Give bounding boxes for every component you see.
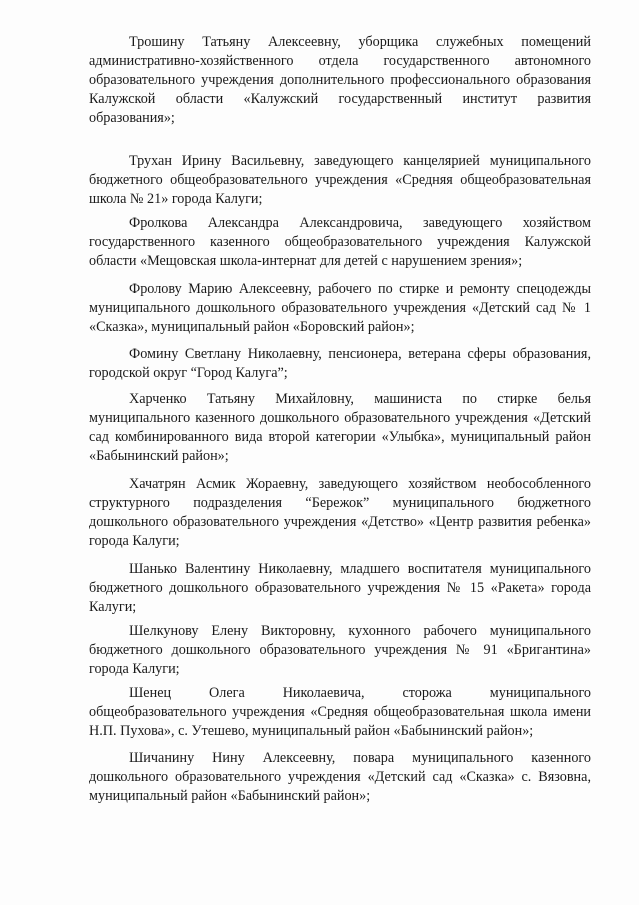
award-entry-frolova: Фролову Марию Алексеевну, рабочего по стирке и ремонту спецодежды муниципального дошкольного образовательного учреждения «Детский сад № 1 «Сказка», муниципальный район «Боровский район»; [89,281,591,335]
award-entry-shenets: Шенец Олега Николаевича, сторожа муниципального общеобразовательного учреждения «Средняя общеобразовательная школа имени Н.П. Пухова», с. Утешево, муниципальный район «Бабынинский район»; [89,685,591,739]
award-entry-khachatryan: Хачатрян Асмик Жораевну, заведующего хозяйством необособленного структурного подразделения “Бережок” муниципального бюджетного дошкольного образовательного учреждения «Детство» «Центр развития ребенка» города Калуги; [89,476,591,549]
award-entry-frolkov: Фролкова Александра Александровича, заведующего хозяйством государственного казенного общеобразовательного учреждения Калужской области «Мещовская школа-интернат для детей с нарушением зрения»; [89,215,591,269]
award-entry-shelkunova: Шелкунову Елену Викторовну, кухонного рабочего муниципального бюджетного дошкольного образовательного учреждения № 91 «Бригантина» города Калуги; [89,623,591,677]
award-entry-fomina: Фомину Светлану Николаевну, пенсионера, ветерана сферы образования, городской округ “Город Калуга”; [89,346,591,381]
award-entry-shanko: Шанько Валентину Николаевну, младшего воспитателя муниципального бюджетного дошкольного образовательного учреждения № 15 «Ракета» города Калуги; [89,561,591,615]
award-entry-kharchenko: Харченко Татьяну Михайловну, машиниста по стирке белья муниципального казенного дошкольного образовательного учреждения «Детский сад комбинированного вида второй категории «Улыбка», муниципальный район «Бабынинский район»; [89,391,591,464]
award-entry-shichanina: Шичанину Нину Алексеевну, повара муниципального казенного дошкольного образовательного учреждения «Детский сад «Сказка» с. Вязовна, муниципальный район «Бабынинский район»; [89,750,591,804]
award-entry-troshina: Трошину Татьяну Алексеевну, уборщика служебных помещений административно-хозяйственного отдела государственного автономного образовательного учреждения дополнительного профессионального образования Калужской области «Калужский государственный институт развития образования»; [89,34,591,126]
award-entry-trukhan: Трухан Ирину Васильевну, заведующего канцелярией муниципального бюджетного общеобразовательного учреждения «Средняя общеобразовательная школа № 21» города Калуги; [89,153,591,207]
